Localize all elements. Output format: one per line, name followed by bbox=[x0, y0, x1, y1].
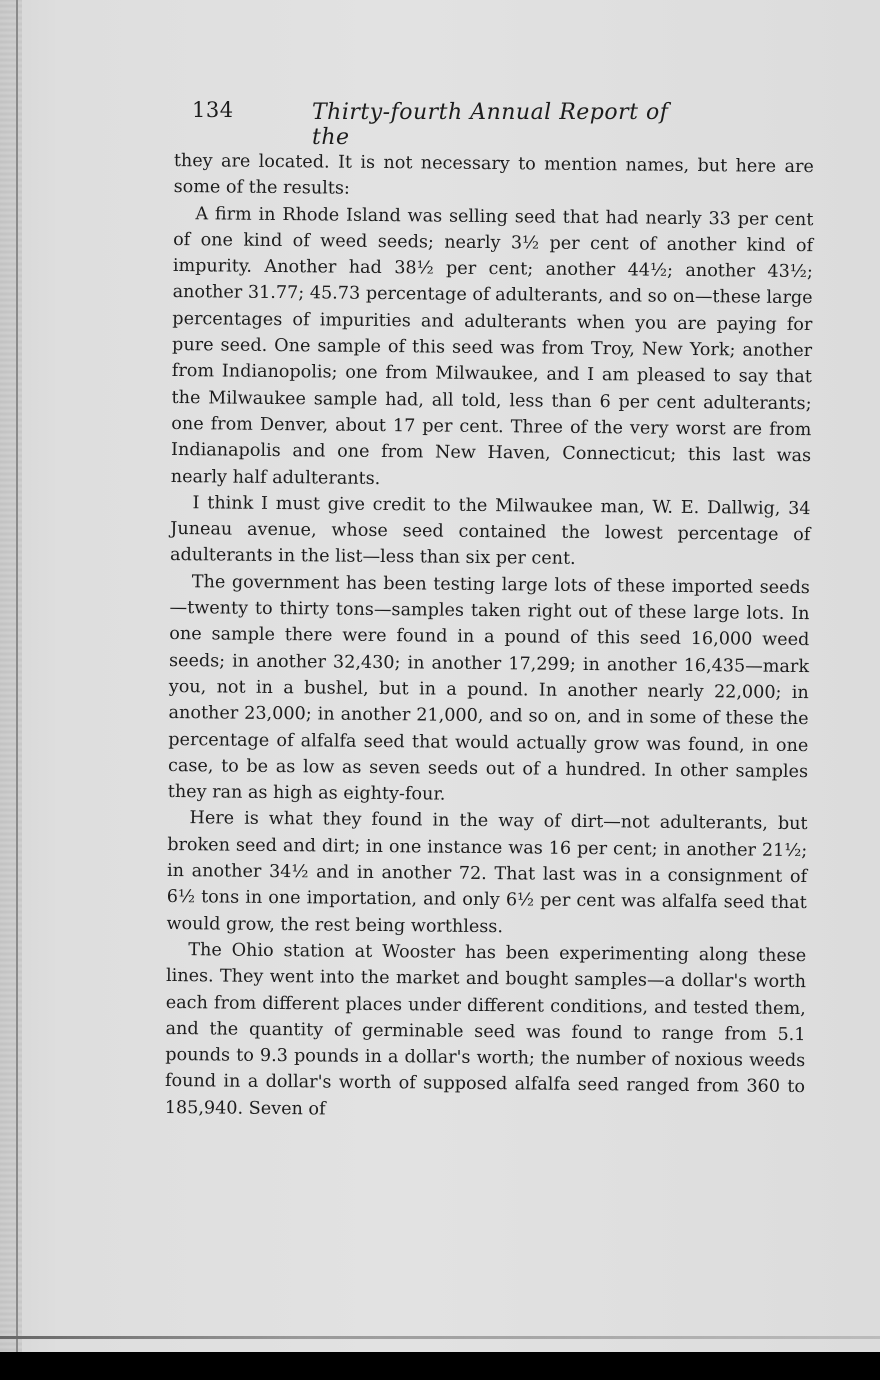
paragraph: Here is what they found in the way of dirt—not adulterants, but broken seed and dirt; in one instance was 16 per cent; in another 21½; in another 34½ and in another 72. That last was in a consignment of 6½ tons in one importation, and only 6½ per cent was alfalfa seed that would grow, the rest being worthless. bbox=[166, 808, 808, 937]
body-text bbox=[165, 148, 814, 1127]
scan-bottom-border bbox=[0, 1352, 880, 1380]
page-binding-edge bbox=[0, 0, 22, 1352]
bottom-rule bbox=[0, 1336, 880, 1339]
paragraph: I think I must give credit to the Milwaukee man, W. E. Dallwig, 34 Juneau avenue, whose seed contained the lowest percentage of adulterants in the list—less than six per cent. bbox=[169, 493, 811, 570]
page-number: 134 bbox=[192, 98, 234, 122]
paragraph: The government has been testing large lots of these imported seeds—twenty to thirty tons—samples taken right out of these large lots. In one sample there were found in a pound of this seed 16,000 weed seeds; in another 32,430; in another 17,299; in another 16,435—mark you, not in a bushel, but in a pound. In another nearly 22,000; in another 23,000; in another 21,000, and so on, and in some of these the percentage of alfalfa seed that would actually grow was found, in one case, to be as low as seven seeds out of a hundred. In other samples they ran as high as eighty-four. bbox=[167, 571, 810, 805]
page-header bbox=[192, 96, 712, 150]
paragraph: A firm in Rhode Island was selling seed that had nearly 33 per cent of one kind of weed seeds; nearly 3½ per cent of another kind of impurity. Another had 38½ per cent; another 44½; another 43½; another 31.77; 45.73 percentage of adulterants, and so on—these large percentages of impurities and adulterants when you are paying for pure seed. One sample of this seed was from Troy, New York; another from Indianopolis; one from Milwaukee, and I am pleased to say that the Milwaukee sample had, all told, less than 6 per cent adulterants; one from Denver, about 17 per cent. Three of the very worst are from Indianapolis and one from New Haven, Connecticut; this last was nearly half adulterants. bbox=[170, 203, 814, 489]
paragraph: The Ohio station at Wooster has been experimenting along these lines. They went into the market and bought samples—a dollar's worth each from different places under different conditions, and tested them, and the quantity of germinable seed was found to range from 5.1 pounds to 9.3 pounds in a dollar's worth; the number of noxious weeds found in a dollar's worth of supposed alfalfa seed ranged from 360 to 185,940. Seven of bbox=[164, 940, 807, 1120]
page-edge-rule bbox=[16, 0, 18, 1352]
running-title: Thirty-fourth Annual Report of the bbox=[312, 100, 669, 150]
paragraph: they are located. It is not necessary to mention names, but here are some of the results: bbox=[173, 150, 814, 199]
